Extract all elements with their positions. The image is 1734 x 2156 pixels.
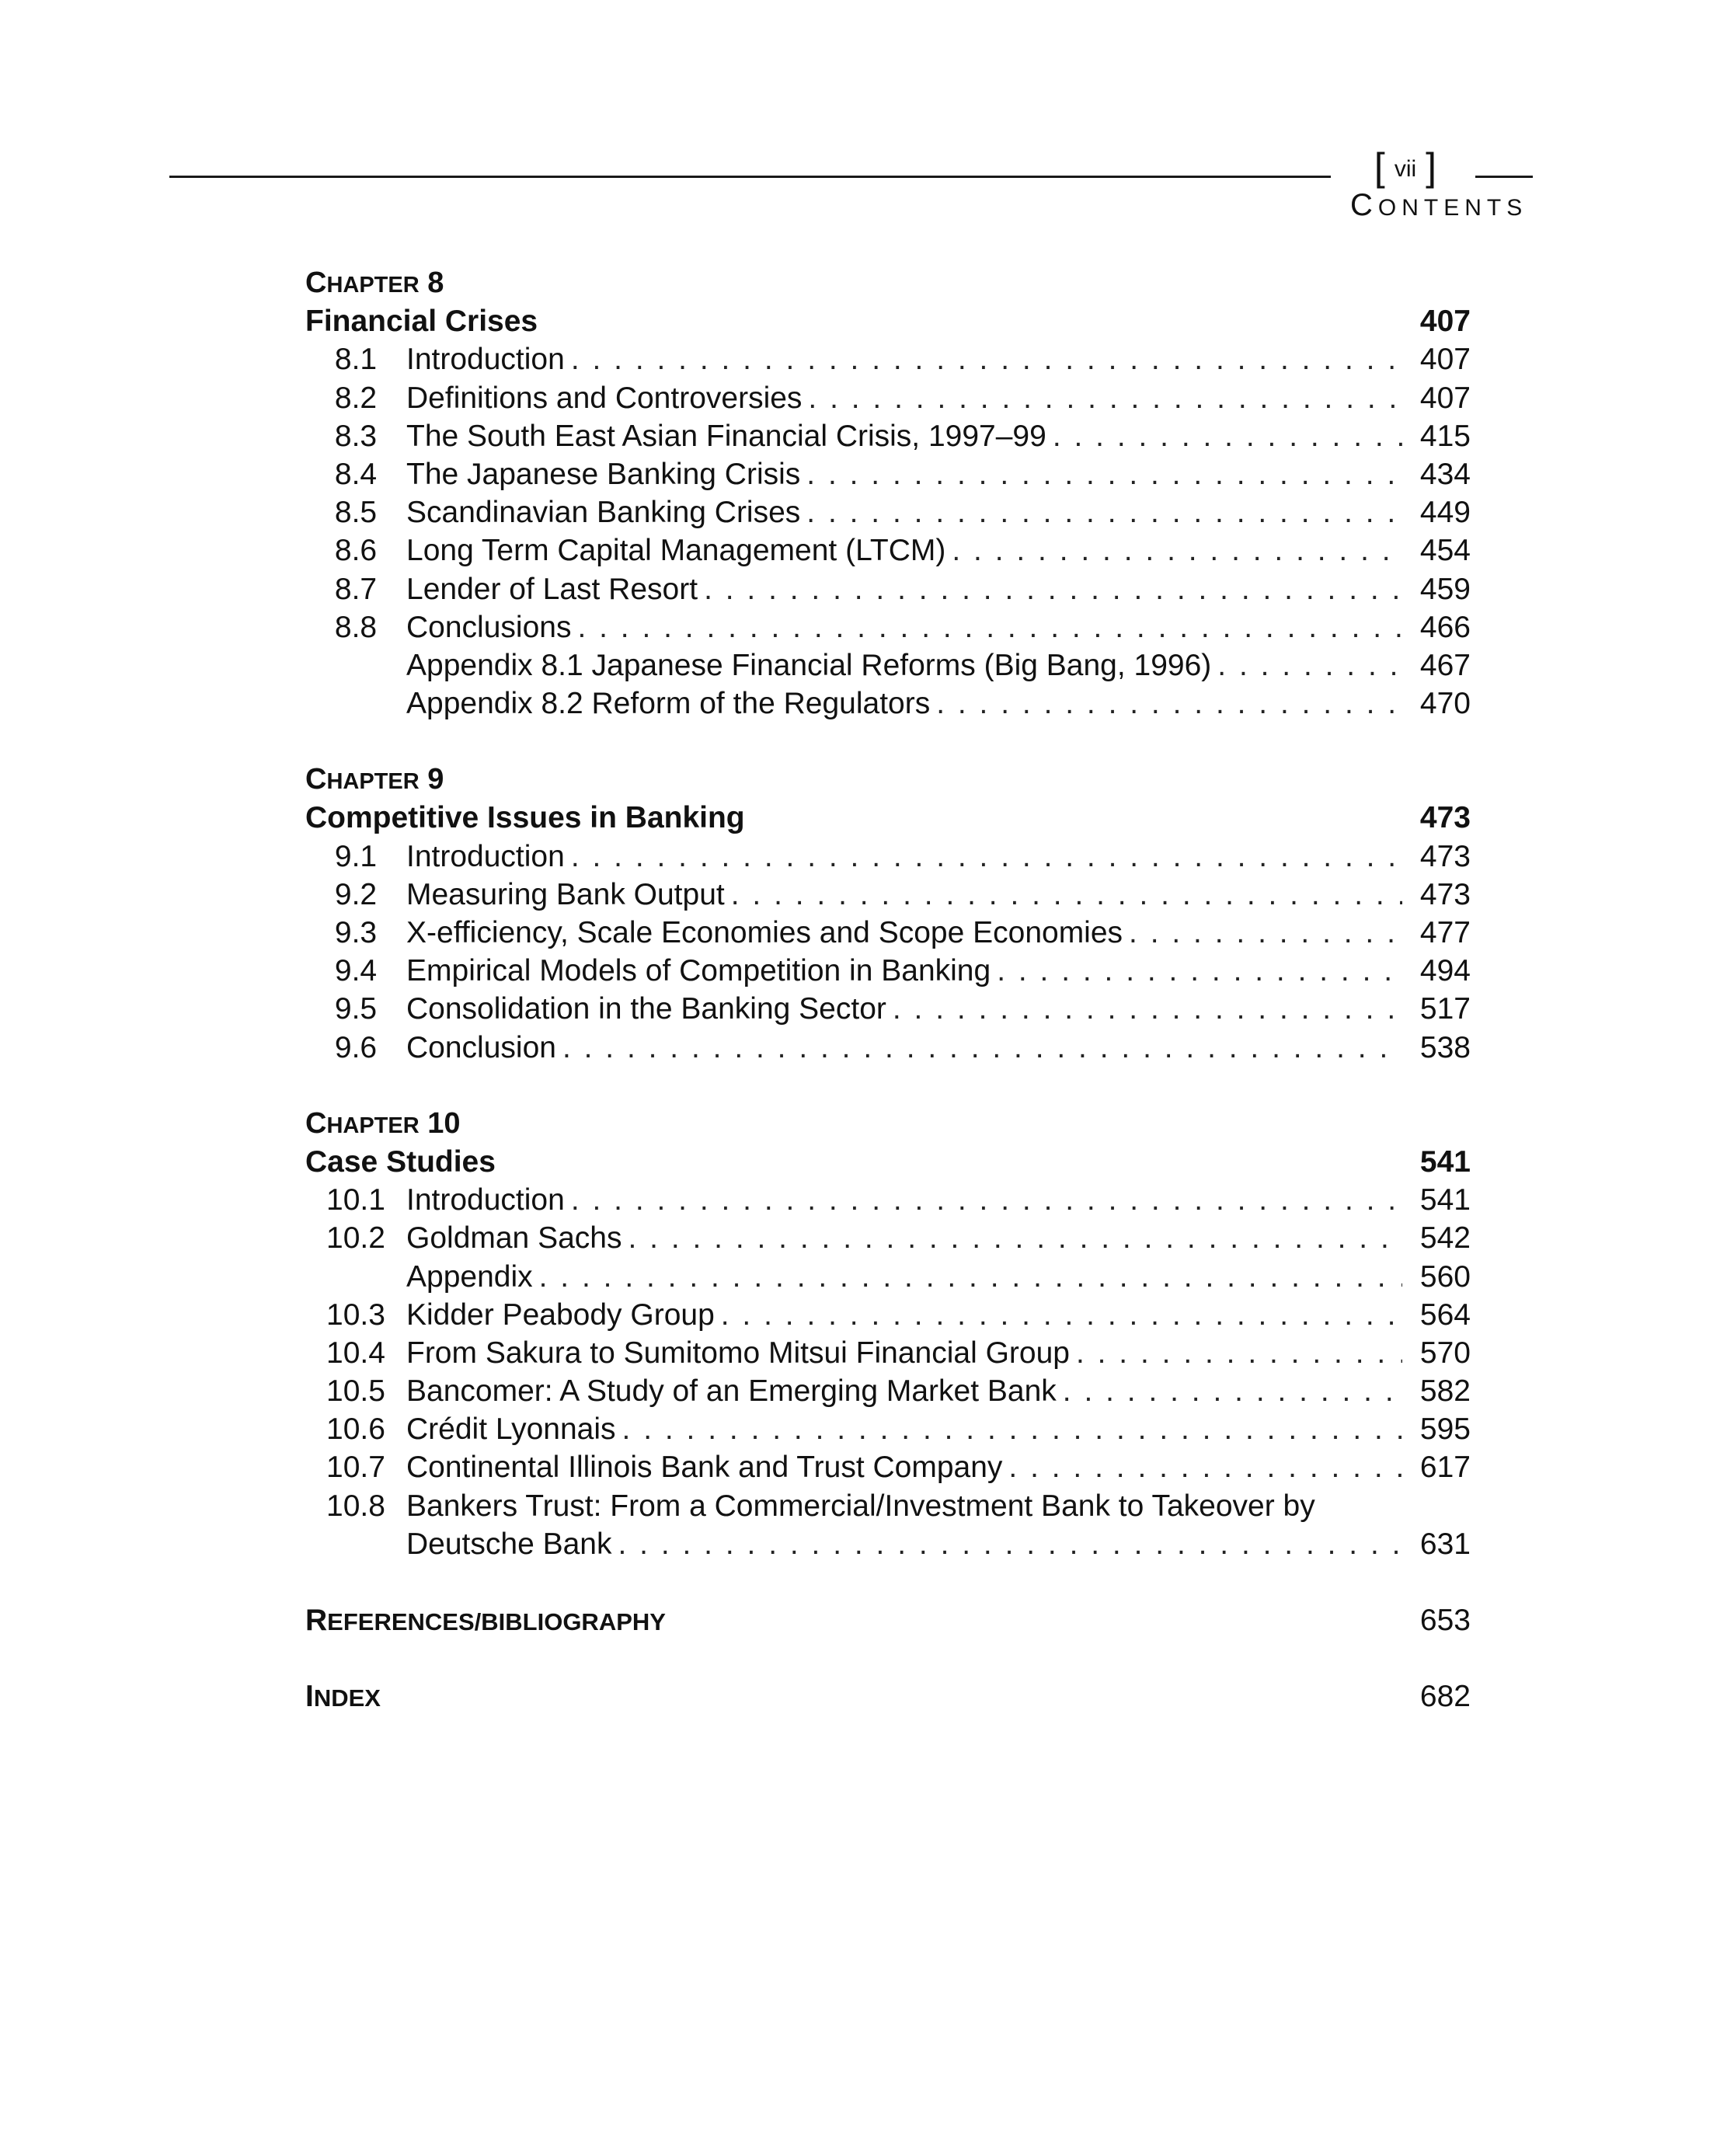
header-rule-short: [1475, 176, 1533, 178]
chapter-label: C HAPTER 10: [305, 1106, 461, 1140]
page-ref: 434: [1419, 457, 1471, 491]
toc-entry[interactable]: [305, 992, 1471, 1030]
dot-leader: [577, 611, 1402, 645]
page-ref: 595: [1419, 1412, 1471, 1447]
toc-entry[interactable]: [305, 496, 1471, 534]
page-ref: 466: [1419, 610, 1471, 644]
dot-leader: [1008, 1451, 1402, 1485]
dot-leader: [622, 1412, 1402, 1447]
running-head: CONTENTS: [1350, 188, 1528, 222]
page-ref: 473: [1419, 801, 1471, 835]
section-number: 9.3: [334, 916, 378, 949]
section-title: Definitions and Controversies: [406, 381, 803, 415]
dot-leader: [618, 1527, 1403, 1562]
section-title: The Japanese Banking Crisis: [406, 457, 801, 491]
section-title: Introduction: [406, 839, 565, 873]
toc-entry[interactable]: [305, 840, 1471, 878]
dot-leader: [562, 1031, 1402, 1065]
chapter-title-row[interactable]: [305, 305, 1471, 343]
page-ref: 538: [1419, 1030, 1471, 1064]
dot-leader: [731, 878, 1402, 912]
page-ref: 470: [1419, 687, 1471, 721]
toc-entry[interactable]: [305, 916, 1471, 954]
section-number: 9.4: [334, 954, 378, 988]
section-number: 10.5: [326, 1374, 385, 1409]
section-title: Goldman Sachs: [406, 1221, 622, 1256]
page-ref: 415: [1419, 419, 1471, 453]
section-number: 10.1: [326, 1183, 385, 1217]
section-number: 8.4: [334, 457, 378, 491]
chapter-title: Financial Crises: [305, 305, 538, 339]
toc-entry[interactable]: [305, 954, 1471, 992]
dot-leader: [1053, 420, 1402, 454]
section-number: 8.7: [334, 572, 378, 606]
dot-leader: [721, 1298, 1402, 1332]
toc-entry[interactable]: [305, 420, 1471, 458]
toc-entry[interactable]: [305, 1412, 1471, 1451]
chapter-title-row[interactable]: [305, 801, 1471, 839]
section-number: 10.4: [326, 1336, 385, 1370]
section-number: 9.2: [334, 877, 378, 911]
dot-leader: [806, 458, 1402, 492]
dot-leader: [1129, 916, 1402, 950]
dot-leader: [571, 1183, 1402, 1217]
page-ref: 570: [1419, 1336, 1471, 1370]
section-title: The South East Asian Financial Crisis, 1997–99: [406, 419, 1046, 453]
section-number: 10.8: [326, 1489, 385, 1523]
section-number: 8.6: [334, 534, 378, 568]
chapter-title: Case Studies: [305, 1144, 496, 1179]
toc-entry[interactable]: [305, 1221, 1471, 1259]
page-ref: 407: [1419, 343, 1471, 377]
page-ref: 473: [1419, 877, 1471, 911]
section-title: From Sakura to Sumitomo Mitsui Financial Group: [406, 1336, 1070, 1370]
dot-leader: [571, 343, 1402, 377]
section-number: 10.6: [326, 1412, 385, 1447]
dot-leader: [997, 954, 1402, 988]
toc-entry[interactable]: [305, 1374, 1471, 1412]
section-title: Lender of Last Resort: [406, 572, 698, 606]
page-ref: 459: [1419, 572, 1471, 606]
toc-entry[interactable]: [305, 878, 1471, 916]
page-ref: 494: [1419, 954, 1471, 988]
section-title-continuation: Deutsche Bank: [406, 1527, 612, 1561]
section-number: 9.6: [334, 1030, 378, 1064]
section-title: Crédit Lyonnais: [406, 1412, 616, 1447]
section-number: 10.2: [326, 1221, 385, 1256]
header-rule: [169, 176, 1331, 178]
section-title: Consolidation in the Banking Sector: [406, 992, 886, 1026]
dot-leader: [806, 496, 1402, 530]
section-title: Conclusions: [406, 610, 572, 644]
section-number: 8.2: [334, 381, 378, 415]
chapter-label: C HAPTER 9: [305, 763, 444, 796]
section-number: 8.8: [334, 610, 378, 644]
toc-entry[interactable]: [305, 1451, 1471, 1489]
chapter-title-row[interactable]: [305, 1145, 1471, 1183]
page-ref: 449: [1419, 496, 1471, 530]
section-title: Continental Illinois Bank and Trust Company: [406, 1451, 1003, 1485]
page-number: vii: [1394, 156, 1417, 182]
section-number: 8.1: [334, 343, 378, 377]
toc-entry[interactable]: [305, 573, 1471, 611]
section-title: Kidder Peabody Group: [406, 1297, 715, 1332]
section-title: Conclusion: [406, 1030, 556, 1064]
toc-entry-appendix[interactable]: [305, 1260, 1471, 1298]
toc-entry[interactable]: [305, 1183, 1471, 1221]
toc-entry[interactable]: [305, 1336, 1471, 1374]
section-title: Long Term Capital Management (LTCM): [406, 534, 946, 568]
page-ref: 541: [1419, 1144, 1471, 1179]
page-ref: 617: [1419, 1451, 1471, 1485]
page-ref: 477: [1419, 916, 1471, 949]
dot-leader: [936, 687, 1402, 721]
section-number: 8.5: [334, 496, 378, 530]
toc-backmatter-references[interactable]: [305, 1604, 1471, 1642]
section-title: X-efficiency, Scale Economies and Scope Economies: [406, 916, 1123, 949]
references-title: REFERENCES/BIBLIOGRAPHY: [305, 1604, 666, 1637]
section-number: 10.3: [326, 1297, 385, 1332]
toc-entry[interactable]: [305, 381, 1471, 420]
dot-leader: [1217, 649, 1402, 683]
toc-entry-appendix[interactable]: [305, 649, 1471, 687]
page-ref: 631: [1419, 1527, 1471, 1561]
page-ref: 407: [1419, 305, 1471, 339]
page-ref: 517: [1419, 992, 1471, 1026]
page-ref: 682: [1419, 1680, 1471, 1714]
section-title: Scandinavian Banking Crises: [406, 496, 801, 530]
dot-leader: [571, 840, 1402, 874]
dot-leader: [1076, 1336, 1402, 1371]
toc-entry-appendix[interactable]: [305, 687, 1471, 725]
toc-entry[interactable]: [305, 343, 1471, 381]
dot-leader: [952, 534, 1402, 568]
toc-entry-continuation[interactable]: [305, 1527, 1471, 1566]
section-title: Measuring Bank Output: [406, 877, 725, 911]
section-title: Bankers Trust: From a Commercial/Investment Bank to Takeover by: [406, 1489, 1315, 1523]
toc-entry[interactable]: [305, 458, 1471, 496]
section-number: 9.1: [334, 839, 378, 873]
section-title: Introduction: [406, 1183, 565, 1217]
toc-entry[interactable]: [305, 611, 1471, 649]
page-ref: 582: [1419, 1374, 1471, 1409]
page-ref: 407: [1419, 381, 1471, 415]
toc-entry[interactable]: [305, 1489, 1471, 1527]
toc-backmatter-index[interactable]: [305, 1680, 1471, 1718]
dot-leader: [704, 573, 1402, 607]
section-number: 8.3: [334, 419, 378, 453]
page-ref: 542: [1419, 1221, 1471, 1256]
section-title: Introduction: [406, 343, 565, 377]
chapter-label: C HAPTER 8: [305, 266, 444, 299]
page-ref: 653: [1419, 1604, 1471, 1637]
section-title: Appendix 8.2 Reform of the Regulators: [406, 687, 931, 721]
toc-entry[interactable]: [305, 1031, 1471, 1069]
page-ref: 454: [1419, 534, 1471, 568]
section-number: 10.7: [326, 1451, 385, 1485]
page-ref: 560: [1419, 1259, 1471, 1294]
section-title: Appendix 8.1 Japanese Financial Reforms (Big Bang, 1996): [406, 648, 1212, 682]
index-title: INDEX: [305, 1680, 381, 1714]
section-title: Appendix: [406, 1259, 533, 1294]
toc-entry[interactable]: [305, 1298, 1471, 1336]
chapter-title: Competitive Issues in Banking: [305, 801, 745, 835]
section-title: Bancomer: A Study of an Emerging Market Bank: [406, 1374, 1057, 1409]
section-number: 9.5: [334, 992, 378, 1026]
dot-leader: [539, 1260, 1402, 1294]
page-folio: [ vii ]: [1374, 145, 1437, 189]
page-ref: 564: [1419, 1297, 1471, 1332]
dot-leader: [1063, 1374, 1402, 1409]
dot-leader: [893, 992, 1402, 1026]
table-of-contents: [305, 266, 1471, 1718]
section-title: Empirical Models of Competition in Banking: [406, 954, 991, 988]
dot-leader: [628, 1221, 1402, 1256]
page-ref: 541: [1419, 1183, 1471, 1217]
page-ref: 473: [1419, 839, 1471, 873]
dot-leader: [808, 381, 1402, 416]
page-ref: 467: [1419, 648, 1471, 682]
toc-entry[interactable]: [305, 534, 1471, 572]
